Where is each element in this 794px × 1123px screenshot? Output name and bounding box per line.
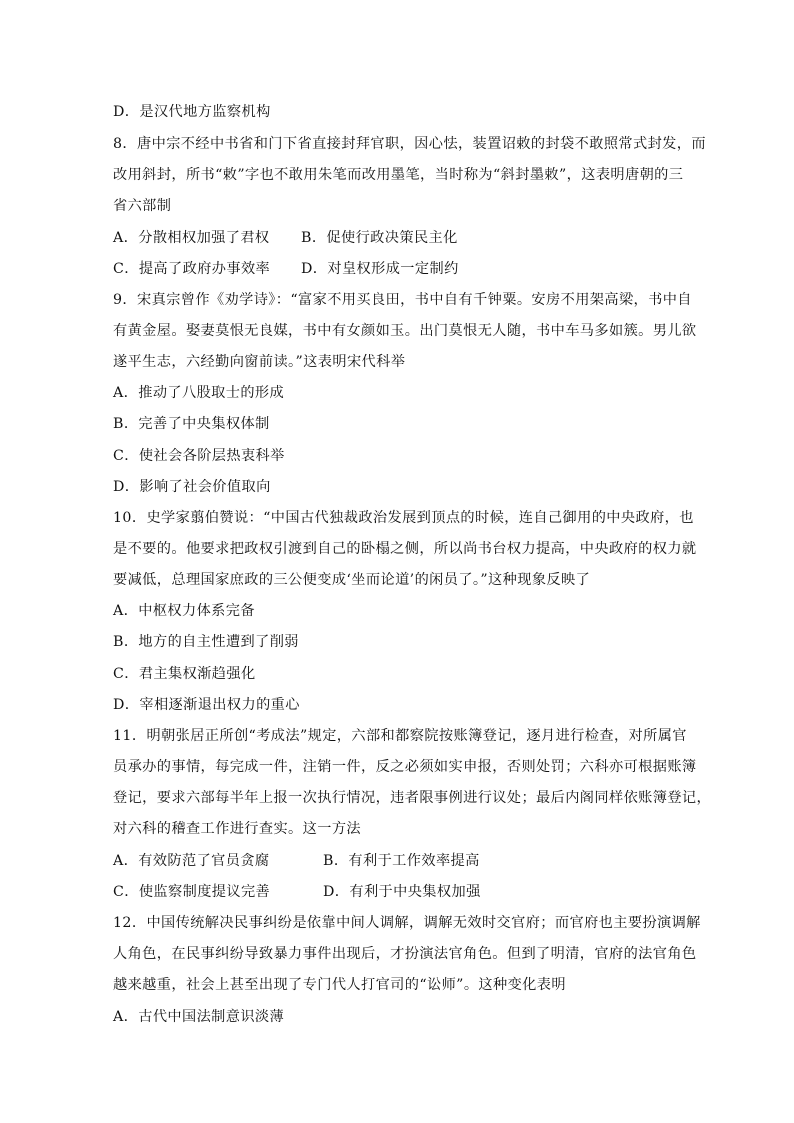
q12-option-a: A．古代中国法制意识淡薄 (113, 1009, 285, 1025)
q11-option-b: B．有利于工作效率提高 (323, 853, 480, 869)
q9-stem-line-3: 遂平生志，六经勤向窗前读。”这表明宋代科举 (113, 354, 406, 370)
q8-stem-line-2: 改用斜封，所书“敕”字也不敢用朱笔而改用墨笔，当时称为“斜封墨敕”，这表明唐朝的三 (113, 167, 684, 183)
q9-option-a: A．推动了八股取士的形成 (113, 385, 285, 401)
q10-option-c: C．君主集权渐趋强化 (113, 666, 256, 682)
q12-stem-line-2: 人角色，在民事纠纷导致暴力事件出现后，才扮演法官角色。但到了明清，官府的法官角色 (113, 946, 697, 962)
q9-stem-line-2: 有黄金屋。娶妻莫恨无良媒，书中有女颜如玉。出门莫恨无人随，书中车马多如簇。男儿欲 (113, 323, 697, 339)
q12-stem-line-1: 12．中国传统解决民事纠纷是依靠中间人调解，调解无效时交官府；而官府也主要扮演调解 (113, 915, 701, 931)
q9-option-b: B．完善了中央集权体制 (113, 416, 270, 432)
q10-stem-line-3: 要减低，总理国家庶政的三公便变成‘坐而论道’的闲员了。”这种现象反映了 (113, 572, 591, 588)
q7-option-d: D．是汉代地方监察机构 (113, 104, 271, 120)
q10-stem-line-2: 是不要的。他要求把政权引渡到自己的卧榻之侧，所以尚书台权力提高，中央政府的权力就 (113, 541, 697, 557)
q12-stem-line-3: 越来越重，社会上甚至出现了专门代人打官司的“讼师”。这种变化表明 (113, 977, 566, 993)
q11-option-a: A．有效防范了官员贪腐 (113, 853, 270, 869)
q10-option-d: D．宰相逐渐退出权力的重心 (113, 697, 300, 713)
q11-stem-line-2: 员承办的事情，每完成一件，注销一件，反之必须如实申报，否则处罚；六科亦可根据账簿 (113, 759, 697, 775)
q10-stem-line-1: 10．史学家翦伯赞说：“中国古代独裁政治发展到顶点的时候，连自己御用的中央政府，也 (113, 510, 694, 526)
q8-option-c: C．提高了政府办事效率 (113, 261, 271, 277)
q11-stem-line-4: 对六科的稽查工作进行查实。这一方法 (113, 821, 361, 837)
q8-option-d: D．对皇权形成一定制约 (301, 261, 459, 277)
q9-option-c: C．使社会各阶层热衷科举 (113, 448, 285, 464)
q11-option-c: C．使监察制度提议完善 (113, 884, 271, 900)
q11-option-d: D．有利于中央集权加强 (323, 884, 481, 900)
q10-option-a: A．中枢权力体系完备 (113, 603, 255, 619)
q8-option-a: A．分散相权加强了君权 (113, 230, 270, 246)
q10-option-b: B．地方的自主性遭到了削弱 (113, 634, 299, 650)
q11-stem-line-1: 11．明朝张居正所创“考成法”规定，六部和都察院按账簿登记，逐月进行检查，对所属官 (113, 728, 687, 744)
q8-stem-line-1: 8．唐中宗不经中书省和门下省直接封拜官职，因心怯，装置诏敕的封袋不敢照常式封发，而 (113, 136, 706, 152)
q11-stem-line-3: 登记，要求六部每半年上报一次执行情况，违者限事例进行议处；最后内阁同样依账簿登记， (113, 790, 712, 806)
q8-option-b: B．促使行政决策民主化 (301, 230, 458, 246)
q9-stem-line-1: 9．宋真宗曾作《劝学诗》：“富家不用买良田，书中自有千钟粟。安房不用架高梁，书中自 (113, 292, 692, 308)
q8-stem-line-3: 省六部制 (113, 198, 172, 214)
q9-option-d: D．影响了社会价值取向 (113, 479, 271, 495)
